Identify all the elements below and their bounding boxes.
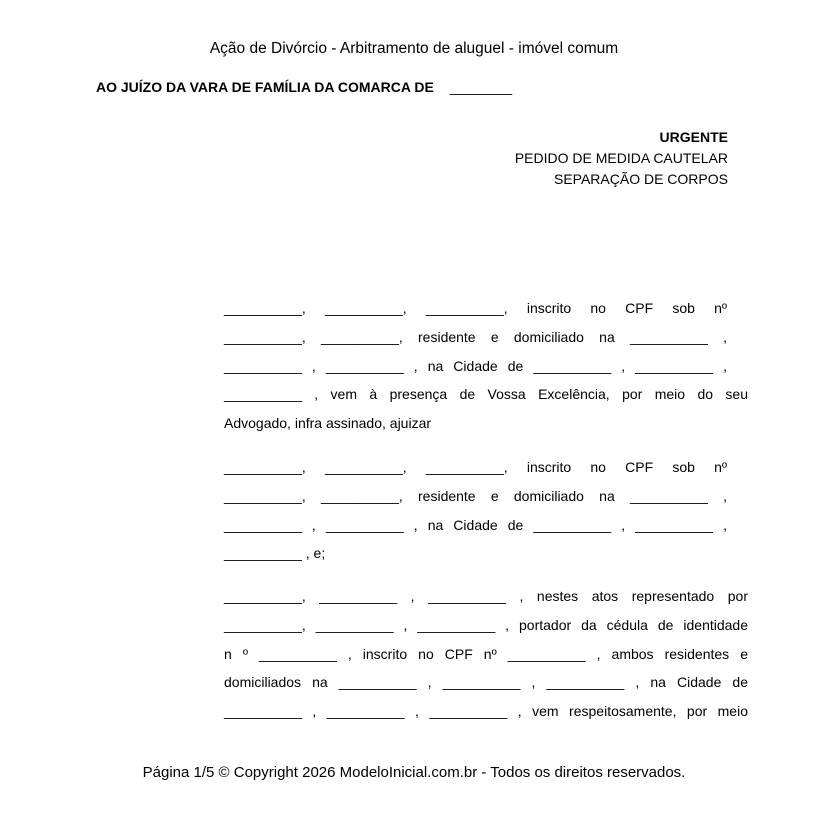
addressee-label: AO JUÍZO DA VARA DE FAMÍLIA DA COMARCA DE [96,79,434,95]
body-line: __________, __________, residente e domiciliado na __________ , [224,328,727,345]
urgency-subtitle-1: PEDIDO DE MEDIDA CAUTELAR [514,150,728,166]
body-line: __________ , __________ , na Cidade de __________ , __________ , [224,357,727,374]
addressee-line [96,77,512,97]
page-footer: Página 1/5 © Copyright 2026 ModeloInicial.com.br - Todos os direitos reservados. [142,764,686,781]
urgency-subtitle-2: SEPARAÇÃO DE CORPOS [553,171,728,187]
body-line: Advogado, infra assinado, ajuizar [224,415,432,432]
paragraph-second-party [224,453,727,568]
paragraph-represented-party [224,582,748,726]
body-line: __________, __________ , __________ , portador da cédula de identidade [224,616,748,633]
body-line: n º __________ , inscrito no CPF nº __________ , ambos residentes e [224,645,748,662]
urgency-block [515,127,728,190]
urgency-title: URGENTE [659,129,728,145]
body-line: __________ , e; [224,545,326,562]
body-line: __________ , __________ , na Cidade de __________ , __________ , [224,516,727,533]
document-title: Ação de Divórcio - Arbitramento de aluguel - imóvel comum [209,40,619,57]
addressee-blank: ________ [449,79,513,95]
body-line: __________ , vem à presença de Vossa Excelência, por meio do seu [224,386,748,403]
paragraph-first-party [224,294,748,438]
body-line: __________, __________, __________, inscrito no CPF sob nº [224,459,727,475]
body-line: __________ , __________ , __________ , vem respeitosamente, por meio [224,703,748,720]
body-line: __________, __________, __________, inscrito no CPF sob nº [224,300,727,316]
body-line: domiciliados na __________ , __________ , __________ , na Cidade de [224,674,748,691]
body-line: __________, __________ , __________ , nestes atos representado por [224,588,748,604]
body-line: __________, __________, residente e domiciliado na __________ , [224,487,727,504]
